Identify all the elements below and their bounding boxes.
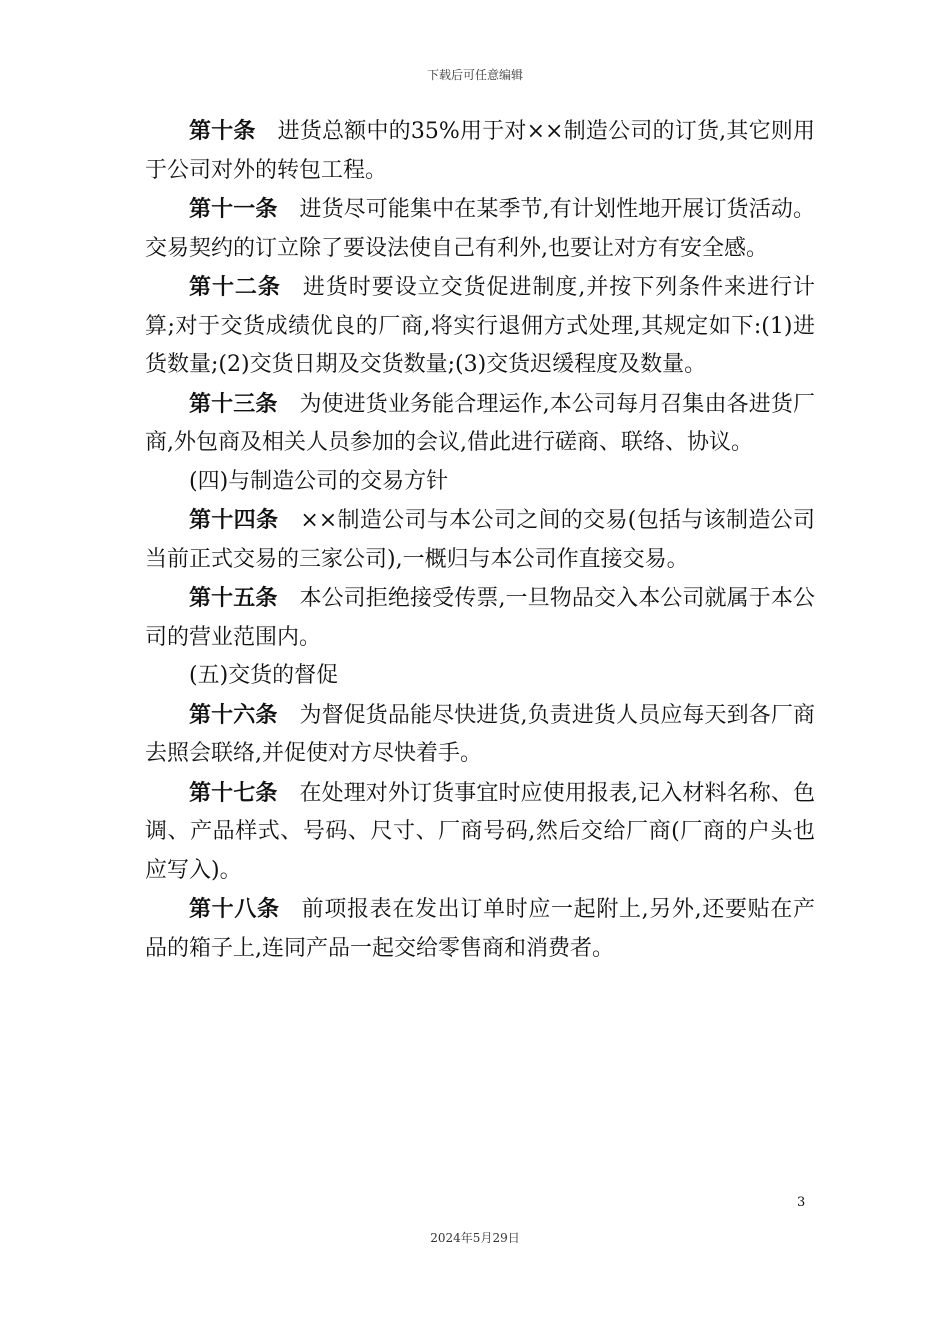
article-text: 前项报表在发出订单时应一起附上,另外,还要贴在产品的箱子上,连同产品一起交给零售商和消费者。 bbox=[145, 897, 815, 961]
footer-date: 2024年5月29日 bbox=[430, 1231, 520, 1245]
page-header: 下载后可任意编辑 bbox=[426, 68, 523, 82]
article-10 bbox=[145, 112, 815, 190]
article-16 bbox=[145, 696, 815, 774]
article-text: 为使进货业务能合理运作,本公司每月召集由各进货厂商,外包商及相关人员参加的会议,借此进行磋商、联络、协议。 bbox=[145, 391, 815, 455]
article-text: 在处理对外订货事宜时应使用报表,记入材料名称、色调、产品样式、号码、尺寸、厂商号码,然后交给厂商(厂商的户头也应写入)。 bbox=[145, 780, 815, 883]
article-title: 第十三条 bbox=[189, 390, 278, 417]
article-title: 第十四条 bbox=[189, 507, 279, 533]
article-title: 第十五条 bbox=[189, 585, 278, 611]
article-title: 第十二条 bbox=[189, 274, 281, 300]
article-text: 为督促货品能尽快进货,负责进货人员应每天到各厂商去照会联络,并促使对方尽快着手。 bbox=[145, 702, 815, 766]
article-text: 进货时要设立交货促进制度,并按下列条件来进行计算;对于交货成绩优良的厂商,将实行退佣方式处理,其规定如下:(1)进货数量;(2)交货日期及交货数量;(3)交货迟缓程度及数量。 bbox=[145, 275, 815, 377]
section-heading-4: (四)与制造公司的交易方针 bbox=[189, 468, 449, 494]
article-text: ××制造公司与本公司之间的交易(包括与该制造公司当前正式交易的三家公司),一概归与本公司作直接交易。 bbox=[145, 508, 815, 572]
article-text: 进货总额中的35%用于对××制造公司的订货,其它则用于公司对外的转包工程。 bbox=[145, 119, 815, 183]
article-title: 第十六条 bbox=[189, 701, 278, 728]
article-title: 第十七条 bbox=[189, 779, 278, 806]
article-title: 第十一条 bbox=[189, 196, 278, 222]
article-18 bbox=[145, 890, 815, 968]
article-title: 第十八条 bbox=[189, 896, 280, 922]
article-17 bbox=[145, 774, 815, 891]
article-title: 第十条 bbox=[189, 118, 256, 144]
article-13 bbox=[145, 385, 815, 463]
article-15 bbox=[145, 579, 815, 657]
article-12 bbox=[145, 268, 815, 385]
page-number: 3 bbox=[797, 1195, 806, 1210]
article-14 bbox=[145, 501, 815, 579]
article-11 bbox=[145, 190, 815, 268]
document-body bbox=[145, 112, 815, 968]
article-text: 本公司拒绝接受传票,一旦物品交入本公司就属于本公司的营业范围内。 bbox=[145, 586, 815, 650]
article-text: 进货尽可能集中在某季节,有计划性地开展订货活动。交易契约的订立除了要设法使自己有利外,也要让对方有安全感。 bbox=[145, 197, 815, 261]
section-heading-5: (五)交货的督促 bbox=[189, 663, 339, 688]
